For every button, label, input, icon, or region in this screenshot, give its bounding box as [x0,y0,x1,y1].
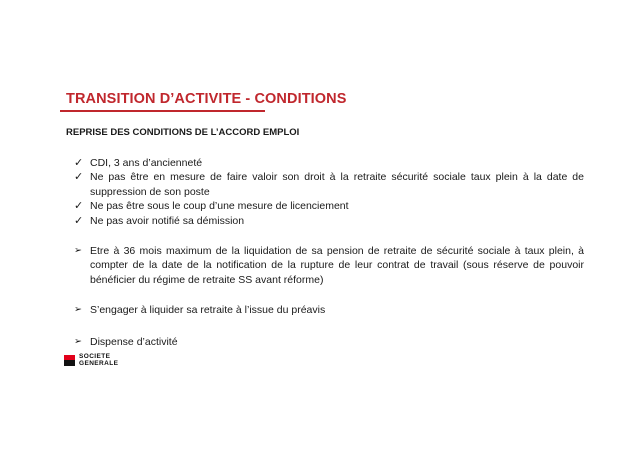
checkmark-icon: ✓ [74,171,84,184]
section-subtitle: REPRISE DES CONDITIONS DE L’ACCORD EMPLOI [66,127,300,138]
checklist-item-text: Ne pas être en mesure de faire valoir son droit à la retraite sécurité sociale taux plein à la date de suppression de son poste [90,171,584,198]
condition-item [74,303,584,317]
checklist-item [74,156,584,170]
slide-title: TRANSITION D’ACTIVITE - CONDITIONS [66,91,347,107]
checkmark-icon: ✓ [74,214,84,227]
condition-item-text: Etre à 36 mois maximum de la liquidation de sa pension de retraite de sécurité sociale à taux plein, à compter de la date de la notification de la rupture de leur contrat de travail (sous réserve de pouvoir bénéficier du régime de retraite SS avant réforme) [90,245,584,286]
arrow-bullet-icon: ➢ [74,245,82,256]
condition-item [74,244,584,287]
condition-item-text: S’engager à liquider sa retraite à l’issue du préavis [90,304,326,317]
condition-item [74,335,584,349]
conditions-list [74,244,584,365]
arrow-bullet-icon: ➢ [74,335,82,347]
societe-generale-logo [64,353,118,367]
condition-item-text: Dispense d’activité [90,335,178,348]
logo-line-2: GENERALE [79,360,119,367]
checklist-item-text: Ne pas avoir notifié sa démission [90,214,245,227]
title-underline [60,110,265,112]
logo-line-1: SOCIETE [79,353,111,360]
checklist-item [74,170,584,199]
checkmark-icon: ✓ [74,200,84,213]
checkmark-icon: ✓ [74,157,84,169]
logo-wordmark [79,353,118,367]
checklist-item [74,199,584,213]
logo-square-icon [64,355,75,366]
checklist-item-text: CDI, 3 ans d’ancienneté [90,157,203,169]
arrow-bullet-icon: ➢ [74,304,82,316]
checklist-item-text: Ne pas être sous le coup d’une mesure de licenciement [90,200,349,213]
eligibility-checklist [74,156,584,228]
checklist-item [74,214,584,228]
